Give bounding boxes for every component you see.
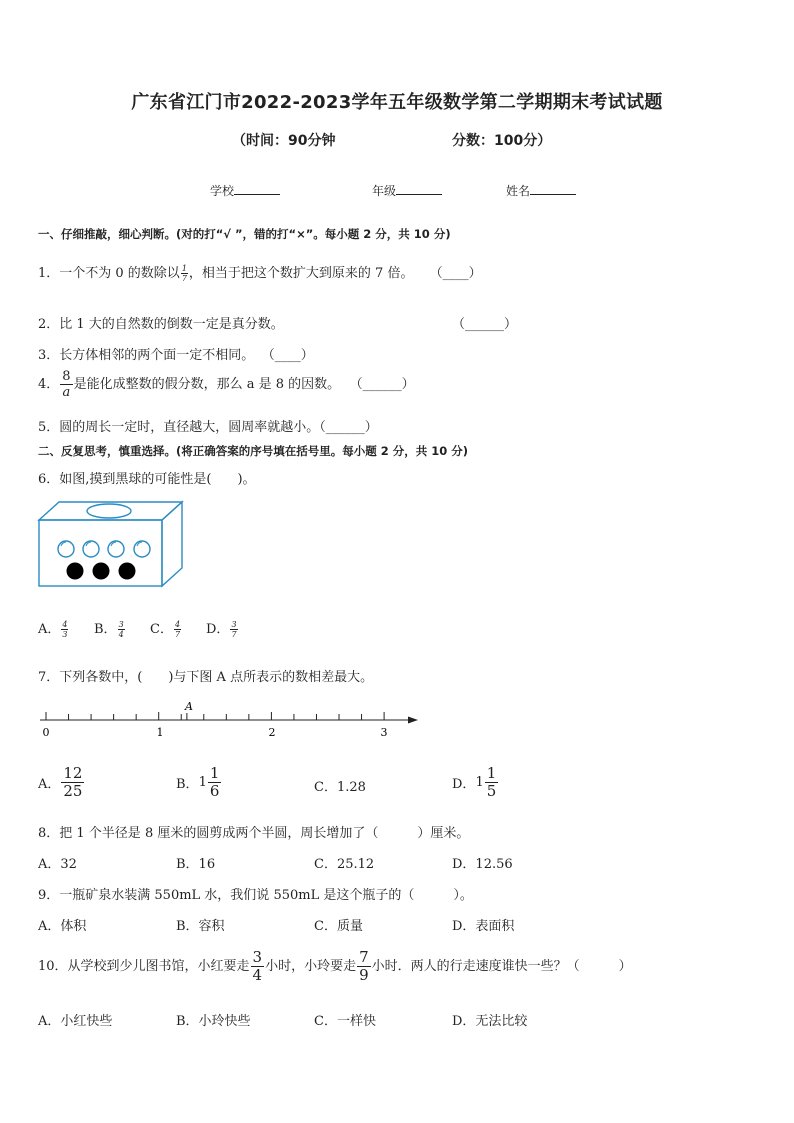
question-1 bbox=[38, 262, 482, 283]
question-8: 8．把 1 个半径是 8 厘米的圆剪成两个半圆，周长增加了（ ）厘米。 bbox=[38, 826, 470, 841]
white-ball bbox=[134, 541, 150, 557]
grade-label: 年级 bbox=[372, 184, 397, 198]
q7-option-d[interactable]: D．1 $\frac{1}{5}$ bbox=[452, 764, 497, 800]
point-a-label: A bbox=[185, 700, 193, 713]
q4-pre: 4． bbox=[38, 377, 60, 392]
q6-option-c[interactable]: C． $\frac{4}{7}$ bbox=[150, 619, 181, 639]
q3-answer-paren[interactable]: （____） bbox=[268, 348, 314, 363]
number-line bbox=[36, 700, 426, 740]
q10-option-d[interactable]: D．无法比较 bbox=[452, 1014, 528, 1029]
white-ball bbox=[108, 541, 124, 557]
question-3 bbox=[38, 344, 314, 363]
q9-option-c[interactable]: C．质量 bbox=[314, 919, 363, 934]
grade-field[interactable] bbox=[372, 182, 442, 199]
white-ball bbox=[83, 541, 99, 557]
q8-option-d[interactable]: D．12.56 bbox=[452, 857, 513, 872]
section-2-heading: 二、反复思考，慎重选择。(将正确答案的序号填在括号里。每小题 2 分，共 10 分) bbox=[38, 444, 469, 458]
q1-fraction: $\frac{1}{7}$ bbox=[181, 263, 187, 283]
name-blank[interactable] bbox=[530, 182, 576, 195]
q8-option-a[interactable]: A．32 bbox=[38, 857, 77, 872]
grade-blank[interactable] bbox=[396, 182, 442, 195]
black-ball bbox=[67, 563, 84, 580]
q8-option-c[interactable]: C．25.12 bbox=[314, 857, 375, 872]
q10-option-b[interactable]: B．小玲快些 bbox=[176, 1014, 251, 1029]
q4-answer-paren[interactable]: （______） bbox=[356, 377, 415, 392]
q9-option-d[interactable]: D．表面积 bbox=[452, 919, 515, 934]
question-4 bbox=[38, 370, 415, 399]
box-side-face bbox=[162, 502, 182, 586]
score-label: 分数：100分） bbox=[452, 133, 552, 149]
school-field[interactable] bbox=[210, 182, 280, 199]
question-9: 9．一瓶矿泉水装满 550mL 水，我们说 550mL 是这个瓶子的（ ）。 bbox=[38, 888, 473, 903]
number-line-label-0: 0 bbox=[42, 726, 50, 739]
q10-option-c[interactable]: C．一样快 bbox=[314, 1014, 376, 1029]
q6-option-d[interactable]: D． $\frac{3}{7}$ bbox=[206, 619, 237, 639]
page-title: 广东省江门市2022-2023学年五年级数学第二学期期末考试试题 bbox=[131, 92, 663, 113]
number-line-label-3: 3 bbox=[380, 726, 388, 739]
q10-post: 小时．两人的行走速度谁快一些？（ ） bbox=[371, 959, 632, 974]
q10-pre: 10．从学校到少儿图书馆，小红要走 bbox=[38, 959, 250, 974]
question-2 bbox=[38, 313, 284, 332]
name-label: 姓名 bbox=[506, 184, 531, 198]
q7-option-a[interactable]: A． $\frac{12}{25}$ bbox=[38, 764, 83, 800]
time-label: （时间：90分钟 bbox=[232, 133, 336, 149]
question-5: 5．圆的周长一定时，直径越大，圆周率就越小。（______） bbox=[38, 420, 378, 435]
name-field[interactable] bbox=[506, 182, 576, 199]
number-line-label-2: 2 bbox=[268, 726, 276, 739]
school-label: 学校 bbox=[210, 184, 235, 198]
white-ball bbox=[58, 541, 74, 557]
q4-post: 是能化成整数的假分数，那么 a 是 8 的因数。 bbox=[73, 377, 341, 392]
question-7: 7．下列各数中，( )与下图 A 点所表示的数相差最大。 bbox=[38, 670, 374, 685]
question-6: 6．如图,摸到黑球的可能性是( )。 bbox=[38, 472, 256, 487]
q1-post: ，相当于把这个数扩大到原来的 7 倍。 bbox=[188, 266, 414, 281]
school-blank[interactable] bbox=[234, 182, 280, 195]
q6-option-a[interactable]: A． $\frac{4}{3}$ bbox=[38, 619, 68, 639]
q10-fraction-1: $\frac{3}{4}$ bbox=[252, 948, 263, 984]
black-ball bbox=[119, 563, 136, 580]
q1-answer-paren[interactable]: （____） bbox=[429, 266, 482, 281]
number-line-arrow bbox=[408, 717, 418, 724]
q4-fraction: $\frac{8}{a}$ bbox=[62, 369, 71, 400]
q7-option-b[interactable]: B．1 $\frac{1}{6}$ bbox=[176, 764, 220, 800]
black-ball bbox=[93, 563, 110, 580]
q10-fraction-2: $\frac{7}{9}$ bbox=[359, 948, 369, 984]
q9-option-b[interactable]: B．容积 bbox=[176, 919, 225, 934]
q2-answer-paren[interactable]: （______） bbox=[452, 317, 518, 332]
box-opening bbox=[87, 504, 131, 518]
q6-option-b[interactable]: B． $\frac{3}{4}$ bbox=[94, 619, 124, 639]
q10-mid: 小时，小玲要走 bbox=[265, 959, 357, 974]
q9-option-a[interactable]: A．体积 bbox=[38, 919, 87, 934]
q7-option-c[interactable]: C．1.28 bbox=[314, 780, 366, 795]
number-line-label-1: 1 bbox=[156, 726, 164, 739]
q8-option-b[interactable]: B．16 bbox=[176, 857, 216, 872]
q3-text: 3．长方体相邻的两个面一定不相同。 bbox=[38, 348, 255, 363]
q10-option-a[interactable]: A．小红快些 bbox=[38, 1014, 113, 1029]
question-10 bbox=[38, 950, 632, 983]
section-1-heading: 一、仔细推敲，细心判断。(对的打“√ ”，错的打“×”。每小题 2 分，共 10 分) bbox=[38, 227, 451, 241]
q2-text: 2．比 1 大的自然数的倒数一定是真分数。 bbox=[38, 317, 284, 332]
q1-pre: 1．一个不为 0 的数除以 bbox=[38, 266, 180, 281]
ball-box-figure bbox=[36, 500, 186, 590]
